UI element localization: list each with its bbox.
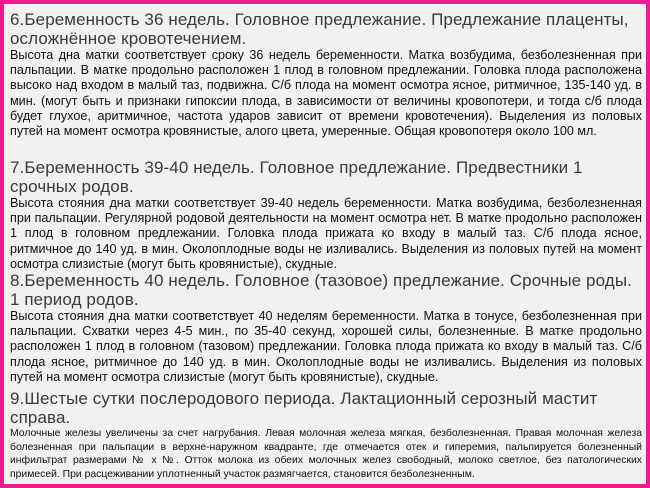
document-content xyxy=(8,8,642,480)
section-6-heading: 6.Беременность 36 недель. Головное предлежание. Предлежание плаценты, осложнённое кровотечением. xyxy=(10,10,629,48)
section-7-heading: 7.Беременность 39-40 недель. Головное предлежание. Предвестники 1 срочных родов. xyxy=(10,158,583,196)
section-6 xyxy=(8,10,642,139)
section-8 xyxy=(8,271,642,385)
section-9-heading: 9.Шестые сутки послеродового периода. Лактационный серозный мастит справа. xyxy=(10,389,598,427)
section-7 xyxy=(8,158,642,272)
section-9 xyxy=(8,389,642,480)
section-8-body: Высота стояния дна матки соответствует 40 неделям беременности. Матка в тонусе, безболезненная при пальпации. Схватки через 4-5 мин., по 35-40 секунд, хорошей силы, болезненные. В матке продольно расположен 1 плод в головном (тазовом) предлежании. Головка плода прижата ко входу в малый таз. С/б плода ясное, ритмичное до 140 уд. в мин. Околоплодные воды не изливались. Выделения из половых путей на момент осмотра слизистые (могут быть кровянистые), скудные. xyxy=(10,309,642,384)
section-6-body: Высота дна матки соответствует сроку 36 недель беременности. Матка возбудима, безболезненная при пальпации. В матке продольно расположен 1 плод в головном предлежании. Головка плода расположена высоко над входом в малый таз, подвижна. С/б плода на момент осмотра ясное, ритмичное, 135-140 уд. в мин. (могут быть и признаки гипоксии плода, в зависимости от величины кровопотери, и тогда с/б плода будет глухое, аритмичное, частота ударов зависит от времени кровотечения). Выделения из половых путей на момент осмотра кровянистые, алого цвета, умеренные. Общая кровопотеря около 100 мл. xyxy=(10,48,642,139)
section-8-heading: 8.Беременность 40 недель. Головное (тазовое) предлежание. Срочные роды. 1 период родов. xyxy=(10,271,632,309)
section-9-body: Молочные железы увеличены за счет нагрубания. Левая молочная железа мягкая, безболезненная. Правая молочная железа болезненная при пальпации в верхне-наружном квадранте, где отмечается отек и гиперемия, пальпируется болезненный инфильтрат размерами № х №. Отток молока из обеих молочных желез свободный, молоко светлое, без патологических примесей. При расцеживании уплотненный участок размягчается, становится безболезненным. xyxy=(10,428,642,480)
section-7-body: Высота стояния дна матки соответствует 39-40 недель беременности. Матка возбудима, безболезненная при пальпации. Регулярной родовой деятельности на момент осмотра нет. В матке продольно расположен 1 плод в головном предлежании. Головка плода прижата ко входу в малый таз. С/б плода ясное, ритмичное до 140 уд. в мин. Околоплодные воды не изливались. Выделения из половых путей на момент осмотра слизистые (могут быть кровянистые), скудные. xyxy=(10,196,642,271)
